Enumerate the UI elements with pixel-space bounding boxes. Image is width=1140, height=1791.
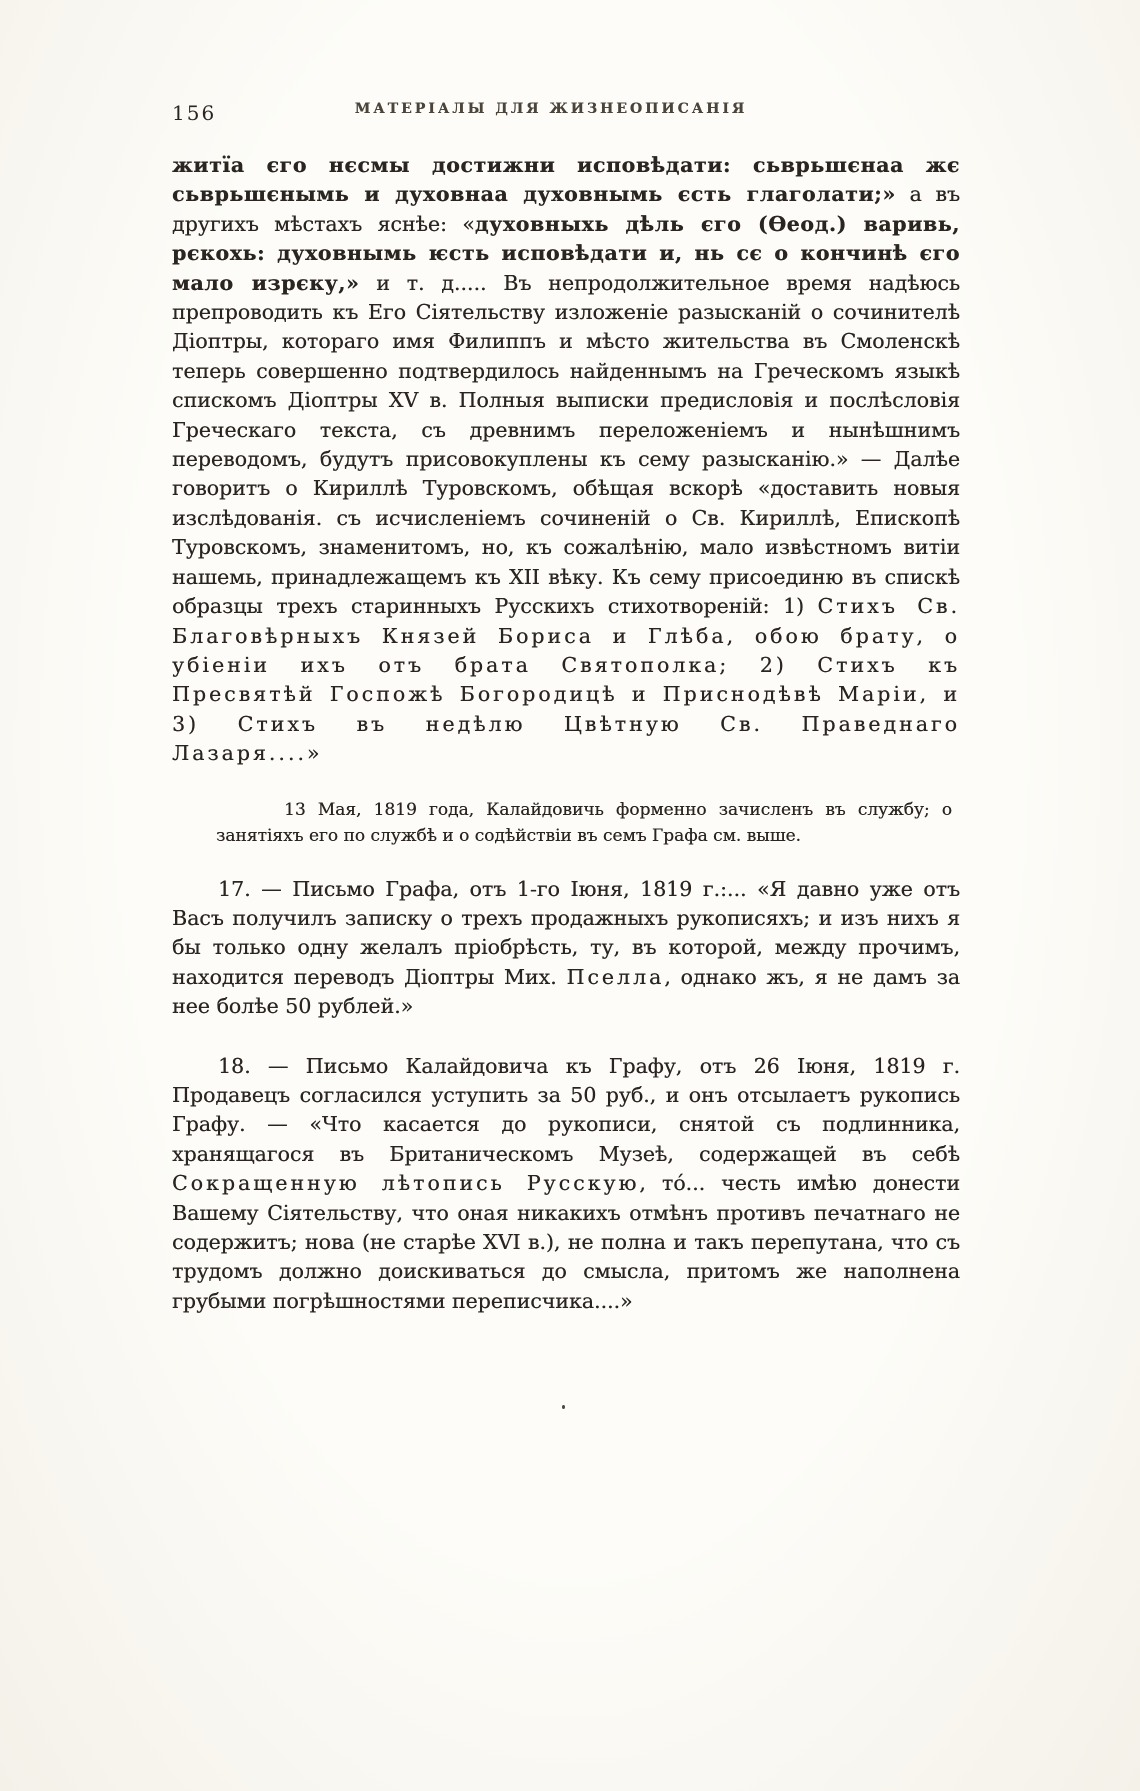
- text-segment-normal: и т. д..... Въ непродолжительное время надѣюсь препроводить къ Его Сіятельству изложеніе разысканій о сочинителѣ Діоптры, котораго имя Филиппъ и мѣсто жительства въ Смоленскѣ теперь совершенно подтвердилось найденнымъ на Греческомъ языкѣ спискомъ Діоптры XV в. Полныя выписки предисловія и послѣсловія Греческаго текста, съ древнимъ переложеніемъ и нынѣшнимъ переводомъ, будутъ присовокуплены къ сему разысканію.» — Далѣе говоритъ о Кириллѣ Туровскомъ, обѣщая вскорѣ «доставить новыя изслѣдованія. съ исчисленіемъ сочиненій о Св. Кириллѣ, Епископѣ Туровскомъ, знаменитомъ, но, къ сожалѣнію, мало извѣстномъ витіи нашемь, принадлежащемъ къ XII вѣку. Къ сему присоединю въ спискѣ образцы трехъ старинныхъ Русскихъ стихотвореній: 1): [172, 270, 960, 619]
- text-segment-spaced: Сокращенную лѣтопись Русскую: [172, 1171, 640, 1196]
- ink-speck-artifact: [562, 1405, 565, 1409]
- page-body: [172, 151, 960, 1346]
- text-segment-normal: а въ другихъ мѣстахъ яснѣе: «: [172, 182, 960, 236]
- text-segment-normal: 17. — Письмо Графа, отъ 1-го Іюня, 1819 г.:... «Я давно уже отъ Васъ получилъ записку о трехъ продажныхъ рукописяхъ; и изъ нихъ я бы только одну желалъ пріобрѣсть, ту, въ которой, между прочимъ, находится переводъ Діоптры Мих.: [172, 876, 960, 989]
- text-segment-normal: 18. — Письмо Калайдовича къ Графу, отъ 26 Іюня, 1819 г. Продавецъ согласился уступить за 50 руб., и онъ отсылаетъ рукопись Графу. — «Что касается до рукописи, снятой съ подлинника, хранящагося въ Британическомъ Музеѣ, содержащей въ себѣ: [172, 1053, 960, 1166]
- editorial-note: [216, 797, 952, 850]
- text-segment-church: духовныхь дѣль єго (Ѳеод.) варивь, рєкохь: духовнымь ѥсть исповѣдати и, нь сє о кончинѣ єго мало изрєку,»: [172, 211, 960, 295]
- text-segment-normal: , то́... честь имѣю донести Вашему Сіятельству, что оная никакихъ отмѣнъ противъ печатнаго не содержитъ; нова (не старѣе XVI в.), не полна и такъ перепутана, что съ трудомъ должно доискиваться до смысла, притомъ же наполнена грубыми погрѣшностями переписчика....»: [172, 1171, 960, 1313]
- text-segment-normal: 13 Мая, 1819 года, Калайдовичь форменно зачисленъ въ службу; о занятіяхъ его по службѣ и о содѣйствіи въ семъ Графа см. выше.: [216, 799, 952, 847]
- page-number: 156: [172, 101, 217, 125]
- entry-17: [172, 875, 960, 1022]
- text-segment-normal: , однако жъ, я не дамъ за нее болѣе 50 рублей.»: [172, 964, 961, 1019]
- quoted-letter-continuation: [172, 151, 960, 769]
- running-title: МАТЕРІАЛЫ ДЛЯ ЖИЗНЕОПИСАНІЯ: [354, 101, 748, 117]
- text-segment-spaced: Стихъ Св. Благовѣрныхъ Князей Бориса и Глѣба, обою брату, о убіеніи ихъ отъ брата Святополка; 2) Стихъ къ Пресвятѣй Госпожѣ Богородицѣ и Приснодѣвѣ Маріи, и 3) Стихъ въ недѣлю Цвѣтную Св. Праведнаго Лазаря....»: [172, 594, 960, 766]
- page-header: [172, 101, 960, 125]
- text-segment-spaced: Пселла: [566, 964, 665, 989]
- text-segment-church: житїа єго нєсмы достижни исповѣдати: сьврьшєнаа жє сьврьшєнымь и духовнаа духовнымь єсть глаголати;»: [172, 153, 960, 207]
- entry-18: [172, 1052, 960, 1317]
